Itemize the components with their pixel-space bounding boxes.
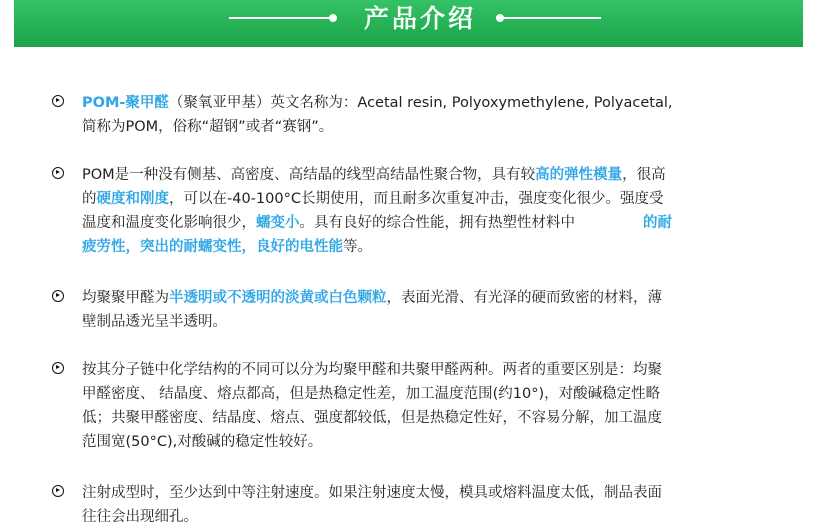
body-text: 均聚聚甲醛为	[82, 290, 169, 306]
play-circle-bullet-icon	[52, 167, 64, 179]
section-header-banner	[14, 0, 803, 47]
body-text: 往往会出现细孔。	[82, 509, 198, 525]
text-line	[82, 310, 752, 334]
text-line	[82, 187, 752, 211]
decorative-dot-left	[329, 14, 337, 22]
play-circle-bullet-icon	[52, 95, 64, 107]
body-text: 温度和温度变化影响很少，	[82, 215, 256, 231]
text-line	[82, 211, 752, 235]
list-item-text	[82, 358, 752, 454]
body-text: ，很高	[622, 167, 666, 183]
body-text: ，可以在-40-100°C长期使用，而且耐多次重复冲击，强度变化很少。强度受	[169, 191, 664, 207]
body-text: 壁制品透光呈半透明。	[82, 314, 227, 330]
body-text: 简称为POM，俗称“超钢”或者“赛钢”。	[82, 119, 334, 135]
text-line	[82, 235, 752, 259]
body-text: 的	[82, 191, 97, 207]
highlight-text: 硬度和刚度	[96, 191, 169, 207]
text-line	[82, 163, 752, 187]
text-line	[82, 286, 752, 310]
play-circle-bullet-icon	[52, 485, 64, 497]
body-text: 。具有良好的综合性能，拥有热塑性材料中	[299, 215, 575, 231]
text-line	[82, 115, 752, 139]
body-text: 注射成型时，至少达到中等注射速度。如果注射速度太慢，模具或熔料温度太低，制品表面	[82, 485, 662, 501]
body-text: 按其分子链中化学结构的不同可以分为均聚甲醛和共聚甲醛两种。两者的重要区别是：均聚	[82, 362, 662, 378]
body-text: POM是一种没有侧基、高密度、高结晶的线型高结晶性聚合物，具有较	[82, 167, 536, 183]
body-text: 等。	[343, 239, 372, 255]
body-text: 低；共聚甲醛密度、结晶度、熔点、强度都较低，但是热稳定性好，不容易分解，加工温度	[82, 410, 662, 426]
list-item-text	[82, 481, 752, 529]
decorative-line-left	[229, 17, 331, 19]
decorative-line-right	[501, 17, 601, 19]
highlight-text: 高的弹性模量	[535, 167, 623, 183]
text-line	[82, 382, 752, 406]
text-line	[82, 505, 752, 529]
list-item-text	[82, 286, 752, 334]
highlight-text: 半透明或不透明的淡黄或白色颗粒	[169, 290, 387, 306]
highlight-text: POM-聚甲醛	[82, 95, 169, 111]
text-line	[82, 91, 752, 115]
section-title: 产品介绍	[363, 4, 476, 33]
highlight-text: 蠕变小	[256, 215, 300, 231]
highlight-text: 疲劳性，突出的耐蠕变性，良好的电性能	[82, 239, 343, 255]
play-circle-bullet-icon	[52, 362, 64, 374]
body-text: 范围宽(50°C),对酸碱的稳定性较好。	[82, 434, 323, 450]
text-line	[82, 481, 752, 505]
text-line	[82, 430, 752, 454]
play-circle-bullet-icon	[52, 290, 64, 302]
body-text: （聚氧亚甲基）英文名称为：Acetal resin, Polyoxymethylene, Polyacetal,	[168, 95, 673, 111]
body-text: 甲醛密度、 结晶度、熔点都高，但是热稳定性差，加工温度范围(约10°)，对酸碱稳定性略	[82, 386, 661, 402]
text-line	[82, 406, 752, 430]
list-item-text	[82, 163, 752, 259]
highlight-text: 的耐	[643, 215, 672, 231]
text-line	[82, 358, 752, 382]
list-item-text	[82, 91, 752, 139]
body-text: ，表面光滑、有光泽的硬而致密的材料，薄	[386, 290, 662, 306]
